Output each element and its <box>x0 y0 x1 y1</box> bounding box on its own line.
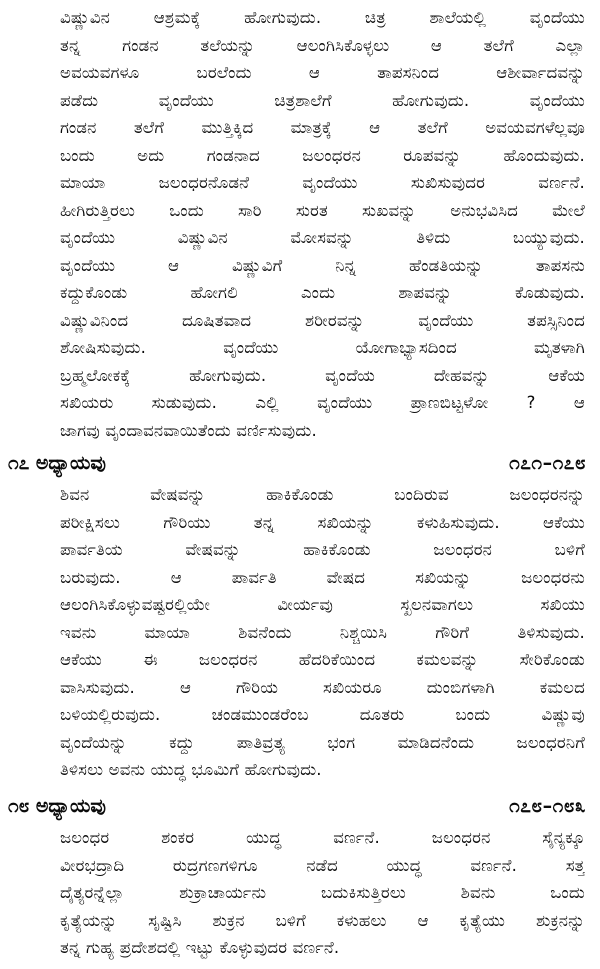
chapter-2-paragraph <box>60 824 585 962</box>
text-line: ಶೋಷಿಸುವುದು. ವೃಂದೆಯು ಯೋಗಾಭ್ಯಾಸದಿಂದ ಮೃತಳಾಗಿ <box>60 338 585 357</box>
text-line: ವೀರಭದ್ರಾದಿ ರುದ್ರಗಣಗಳಿಗೂ ನಡೆದ ಯುದ್ಧ ವರ್ಣನೆ. ಸತ್ತ <box>60 855 585 875</box>
text-line: ದೈತ್ಯರನ್ನೆಲ್ಲಾ ಶುಕ್ರಾಚಾರ್ಯನು ಬದುಕಿಸುತ್ತಿರಲು ಶಿವನು ಒಂದು <box>60 883 585 902</box>
text-line: ವೃಂದೆಯು ವಿಷ್ಣುವಿನ ಮೋಸವನ್ನು ತಿಳಿದು ಬಯ್ಯುವುದು. <box>60 228 585 247</box>
text-line: ಕದ್ದುಕೊಂಡು ಹೋಗಲಿ ಎಂದು ಶಾಪವನ್ನು ಕೊಡುವುದು. <box>60 283 585 302</box>
text-line: ಪಡೆದು ವೃಂದೆಯು ಚಿತ್ರಶಾಲೆಗೆ ಹೋಗುವುದು. ವೃಂದೆಯು <box>60 90 585 110</box>
text-line: ಬರುವುದು. ಆ ಪಾರ್ವತಿ ವೇಷದ ಸಖಿಯನ್ನು ಜಲಂಧರನು <box>60 567 585 587</box>
text-line: ಮಾಯಾ ಜಲಂಧರನೊಡನೆ ವೃಂದೆಯು ಸುಖಿಸುವುದರ ವರ್ಣನೆ. <box>60 173 585 192</box>
chapter-1-paragraph <box>60 481 585 784</box>
text-line: ಆಲಂಗಿಸಿಕೊಳ್ಳುವಷ್ಟರಲ್ಲಿಯೇ ವೀರ್ಯವು ಸ್ಖಲನವಾಗಲು ಸಖಿಯು <box>60 595 585 614</box>
text-line: ವಾಸಿಸುವುದು. ಆ ಗೌರಿಯ ಸಖಿಯರೂ ದುಂಬಿಗಳಾಗಿ ಕಮಲದ <box>60 677 585 697</box>
text-line: ಬಂದು ಅದು ಗಂಡನಾದ ಜಲಂಧರನ ರೂಪವನ್ನು ಹೊಂದುವುದು. <box>60 145 585 165</box>
text-line: ಅವಯವಗಳೂ ಬರಲೆಂದು ಆ ತಾಪಸನಿಂದ ಆಶೀರ್ವಾದವನ್ನು <box>60 63 585 82</box>
chapter-title: ೧೭ ಅಧ್ಯಾಯವು <box>8 452 106 474</box>
text-line: ಕೃತ್ಯೆಯನ್ನು ಸೃಷ್ಟಿಸಿ ಶುಕ್ರನ ಬಳಿಗೆ ಕಳುಹಲು ಆ ಕೃತ್ಯೆಯು ಶುಕ್ರನನ್ನು <box>60 910 585 930</box>
text-line: ಪರೀಕ್ಷಿಸಲು ಗೌರಿಯು ತನ್ನ ಸಖಿಯನ್ನು ಕಳುಹಿಸುವುದು. ಆಕೆಯು <box>60 512 585 532</box>
text-line: ಜಲಂಧರ ಶಂಕರ ಯುದ್ಧ ವರ್ಣನೆ. ಜಲಂಧರನ ಸೈನ್ಯಕ್ಕೂ <box>60 828 585 847</box>
text-line: ಇವನು ಮಾಯಾ ಶಿವನೆಂದು ನಿಶ್ಚಯಿಸಿ ಗೌರಿಗೆ ತಿಳಿಸುವುದು. <box>60 622 585 642</box>
text-line: ವಿಷ್ಣುವಿನ ಆಶ್ರಮಕ್ಕೆ ಹೋಗುವುದು. ಚಿತ್ರ ಶಾಲೆಯಲ್ಲಿ ವೃಂದೆಯು <box>60 8 585 27</box>
text-line: ವಿಷ್ಣುವಿನಿಂದ ದೂಷಿತವಾದ ಶರೀರವನ್ನು ವೃಂದೆಯು ತಪಸ್ಸಿನಿಂದ <box>60 310 585 330</box>
section-a-paragraph <box>60 4 585 444</box>
page-range: ೧೭೮–೧೮೩ <box>509 795 586 817</box>
text-line: ಗಂಡನ ತಲೆಗೆ ಮುತ್ತಿಕ್ಕಿದ ಮಾತ್ರಕ್ಕೆ ಆ ತಲೆಗೆ ಅವಯವಗಳೆಲ್ಲವೂ <box>60 118 585 137</box>
text-line: ಆಕೆಯು ಈ ಜಲಂಧರನ ಹೆದರಿಕೆಯಿಂದ ಕಮಲವನ್ನು ಸೇರಿಕೊಂಡು <box>60 650 585 669</box>
text-line: ಪಾರ್ವತಿಯ ವೇಷವನ್ನು ಹಾಕಿಕೊಂಡು ಜಲಂಧರನ ಬಳಿಗೆ <box>60 540 585 559</box>
text-line: ಬ್ರಹ್ಮಲೋಕಕ್ಕೆ ಹೋಗುವುದು. ವೃಂದೆಯ ದೇಹವನ್ನು ಆಕೆಯ <box>60 365 585 385</box>
text-line: ತನ್ನ ಗುಹ್ಯ ಪ್ರದೇಶದಲ್ಲಿ ಇಟ್ಟು ಕೊಳ್ಳುವುದರ ವರ್ಣನೆ. <box>60 938 340 957</box>
chapter-heading <box>8 448 586 478</box>
text-line: ಸಖಿಯರು ಸುಡುವುದು. ಎಲ್ಲಿ ವೃಂದೆಯು ಪ್ರಾಣಬಿಟ್ಟಳೋ ? ಆ <box>60 393 585 412</box>
text-line: ತನ್ನ ಗಂಡನ ತಲೆಯನ್ನು ಆಲಂಗಿಸಿಕೊಳ್ಳಲು ಆ ತಲೆಗೆ ಎಲ್ಲಾ <box>60 35 585 55</box>
chapter-heading <box>8 791 586 821</box>
text-line: ವೃಂದೆಯು ಆ ವಿಷ್ಣುವಿಗೆ ನಿನ್ನ ಹೆಂಡತಿಯನ್ನು ತಾಪಸನು <box>60 255 585 275</box>
text-line: ತಿಳಿಸಲು ಅವನು ಯುದ್ಧ ಭೂಮಿಗೆ ಹೋಗುವುದು. <box>60 760 322 779</box>
text-line: ವೃಂದೆಯನ್ನು ಕದ್ದು ಪಾತಿವ್ರತ್ಯ ಭಂಗ ಮಾಡಿದನೆಂದು ಜಲಂಧರನಿಗೆ <box>60 732 585 752</box>
text-line: ಜಾಗವು ವೃಂದಾವನವಾಯಿತೆಂದು ವರ್ಣಿಸುವುದು. <box>60 420 317 440</box>
text-line: ಶಿವನ ವೇಷವನ್ನು ಹಾಕಿಕೊಂಡು ಬಂದಿರುವ ಜಲಂಧರನನ್ನು <box>60 485 585 504</box>
chapter-title: ೧೮ ಅಧ್ಯಾಯವು <box>8 795 106 817</box>
text-line: ಬಳಿಯಲ್ಲಿರುವುದು. ಚಂಡಮುಂಡರೆಂಬ ದೂತರು ಬಂದು ವಿಷ್ಣುವು <box>60 705 585 724</box>
page-range: ೧೭೧–೧೭೮ <box>509 452 586 474</box>
text-line: ಹೀಗಿರುತ್ತಿರಲು ಒಂದು ಸಾರಿ ಸುರತ ಸುಖವನ್ನು ಅನುಭವಿಸಿದ ಮೇಲೆ <box>60 200 585 220</box>
